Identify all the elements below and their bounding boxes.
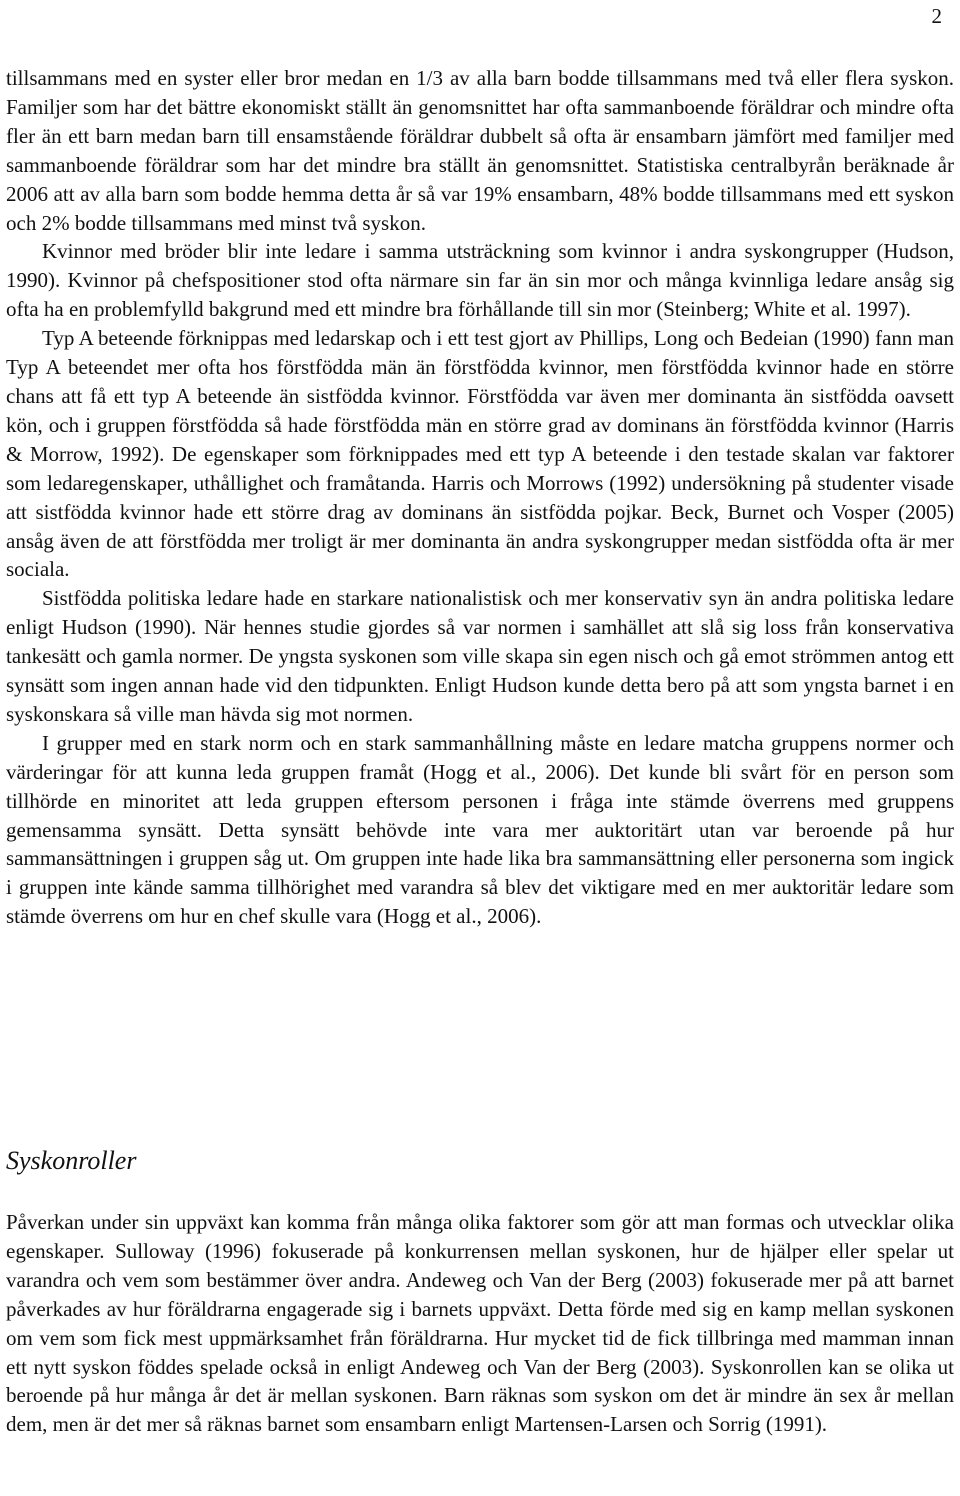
paragraph-household-statistics: tillsammans med en syster eller bror medan en 1/3 av alla barn bodde tillsammans med två eller flera syskon. Familjer som har det bättre ekonomiskt ställt än genomsnittet har ofta sammanboende föräldrar och mindre ofta fler än ett barn medan barn till ensamstående föräldrar dubbelt så ofta är ensambarn jämfört med familjer med sammanboende föräldrar som har det mindre bra ställt än genomsnittet. Statistiska centralbyrån beräknade år 2006 att av alla barn som bodde hemma detta år så var 19% ensambarn, 48% bodde tillsammans med ett syskon och 2% bodde tillsammans med minst två syskon. bbox=[6, 66, 954, 235]
paragraph-women-leaders: Kvinnor med bröder blir inte ledare i samma utsträckning som kvinnor i andra syskongrupper (Hudson, 1990). Kvinnor på chefspositioner stod ofta närmare sin far än sin mor och många kvinnliga ledare ansåg sig ofta ha en problemfylld bakgrund med ett mindre bra förhållande till sin mor (Steinberg; White et al. 1997). bbox=[6, 239, 954, 322]
body-text bbox=[6, 64, 954, 931]
paragraph-group-norms: I grupper med en stark norm och en stark sammanhållning måste en ledare matcha gruppens normer och värderingar för att kunna leda gruppen framåt (Hogg et al., 2006). Det kunde bli svårt för en person som tillhörde en minoritet att leda gruppen eftersom personen i fråga inte stämde överrens med gruppens gemensamma synsätt. Detta synsätt behövde inte vara mer auktoritärt utan var beroende på hur sammansättningen i gruppen såg ut. Om gruppen inte hade lika bra sammansättning eller personerna som ingick i gruppen inte kände samma tillhörighet med varandra så blev det viktigare med en mer auktoritär ledare som stämde överrens om hur en chef skulle vara (Hogg et al., 2006). bbox=[6, 730, 954, 929]
paragraph-type-a-behavior: Typ A beteende förknippas med ledarskap och i ett test gjort av Phillips, Long och Bedeian (1990) fann man Typ A beteendet mer ofta hos förstfödda män än förstfödda kvinnor, men förstfödda kvinnor hade en större chans att få ett typ A beteende än sistfödda kvinnor. Förstfödda var även mer dominanta än sistfödda oavsett kön, och i gruppen förstfödda så hade förstfödda män en större grad av dominans än förstfödda kvinnor (Harris & Morrow, 1992). De egenskaper som förknippades med ett typ A beteende i den testade skalan var faktorer som ledaregenskaper, uthållighet och framåtanda. Harris och Morrows (1992) undersökning på studenter visade att sistfödda kvinnor hade ett större drag av dominans än sistfödda pojkar. Beck, Burnet och Vosper (2005) ansåg även de att förstfödda mer troligt är mer dominanta än andra syskongrupper medan sistfödda ofta är mer sociala. bbox=[6, 326, 954, 582]
section-body bbox=[6, 1208, 954, 1439]
paragraph-sibling-roles: Påverkan under sin uppväxt kan komma från många olika faktorer som gör att man formas och utvecklar olika egenskaper. Sulloway (1996) fokuserade på konkurrensen mellan syskonen, hur de hjälper eller spelar ut varandra och vem som bestämmer över andra. Andeweg och Van der Berg (2003) fokuserade mer på att barnet påverkades av hur föräldrarna engagerade sig i barnets uppväxt. Detta förde med sig en kamp mellan syskonen om vem som fick mest uppmärksamhet från föräldrarna. Hur mycket tid de fick tillbringa med mamman innan ett nytt syskon föddes spelade också in enligt Andeweg och Van der Berg (2003). Syskonrollen kan se olika ut beroende på hur många år det är mellan syskonen. Barn räknas som syskon om det är mindre än sex år mellan dem, men är det mer så räknas barnet som ensambarn enligt Martensen-Larsen och Sorrig (1991). bbox=[6, 1210, 954, 1437]
page-number: 2 bbox=[931, 4, 942, 28]
section-heading: Syskonroller bbox=[6, 1146, 137, 1175]
paragraph-lastborn-politicians: Sistfödda politiska ledare hade en starkare nationalistisk och mer konservativ syn än andra politiska ledare enligt Hudson (1990). När hennes studie gjordes så var normen i samhället att slå sig loss från konservativa tankesätt och gamla normer. De yngsta syskonen som ville skapa sin egen nisch och gå emot strömmen antog ett synsätt som ingen annan hade vid den tidpunkten. Enligt Hudson kunde detta bero på att som yngsta barnet i en syskonskara så ville man hävda sig mot normen. bbox=[6, 586, 954, 726]
document-page bbox=[6, 0, 954, 1496]
